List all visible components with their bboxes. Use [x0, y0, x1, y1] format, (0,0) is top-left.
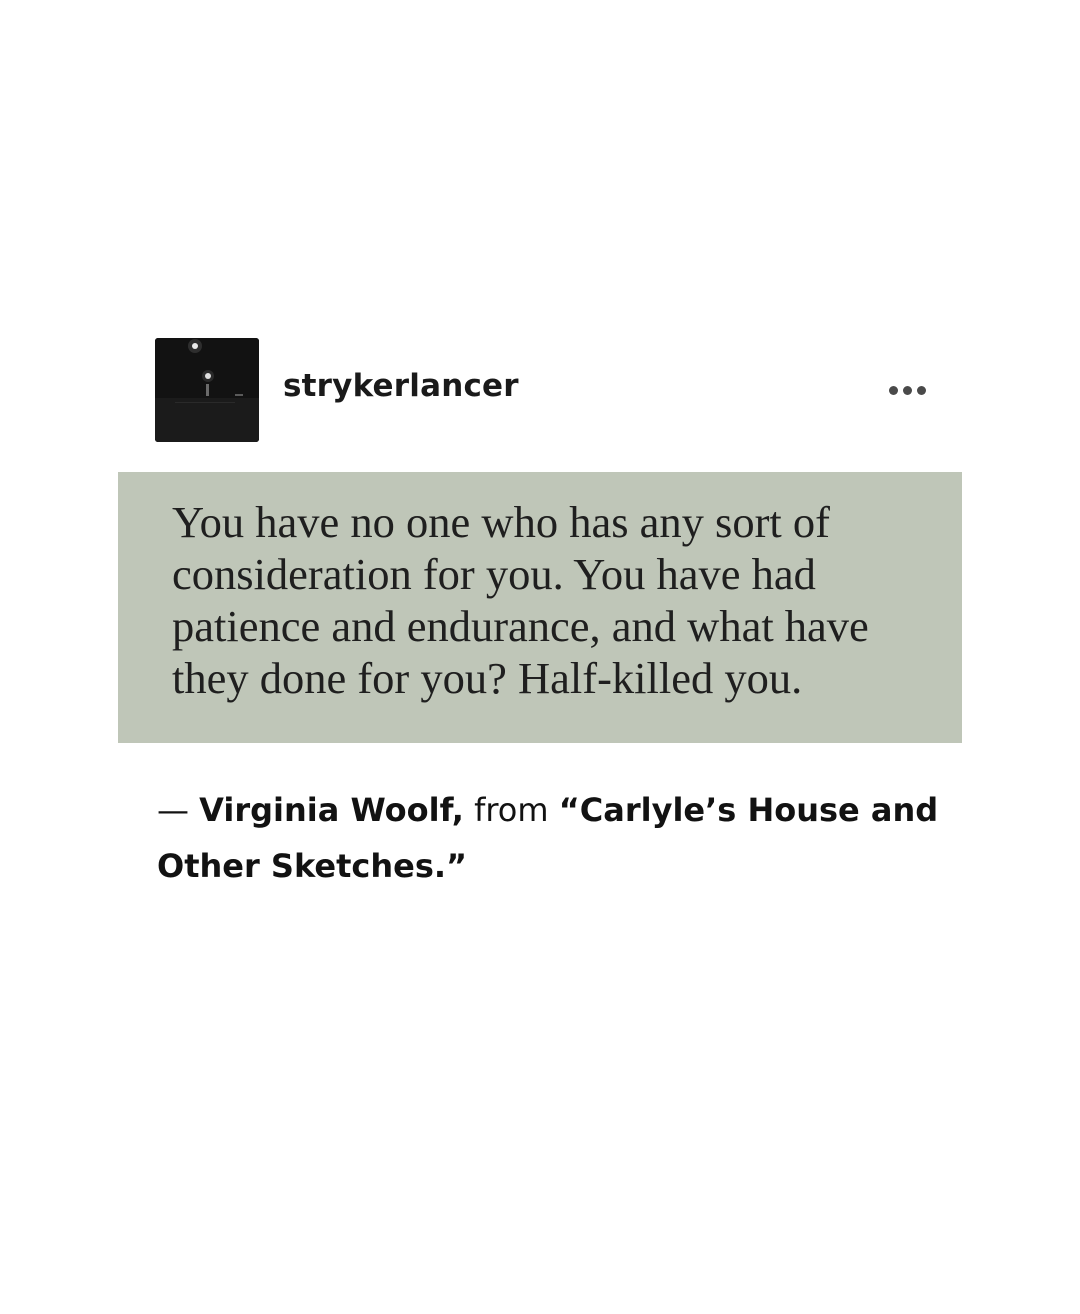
- attribution-from: from: [463, 791, 559, 829]
- ellipsis-icon: [903, 386, 912, 395]
- quote-text: You have no one who has any sort of consideration for you. You have had patience and endurance, and what have they done for you? Half-killed you.: [172, 497, 869, 703]
- post-header: [155, 338, 930, 442]
- username-link[interactable]: strykerlancer: [283, 368, 519, 404]
- quote-image[interactable]: [118, 472, 962, 743]
- attribution-dash: —: [157, 791, 200, 829]
- author-name: Virginia Woolf,: [199, 791, 464, 829]
- avatar[interactable]: [155, 338, 259, 442]
- ellipsis-icon: [889, 386, 898, 395]
- book-title: “Carlyle’s House and Other Sketches.”: [157, 791, 939, 885]
- ellipsis-icon: [917, 386, 926, 395]
- more-options-button[interactable]: [883, 374, 931, 406]
- attribution: [157, 782, 947, 894]
- avatar-image: [155, 338, 259, 442]
